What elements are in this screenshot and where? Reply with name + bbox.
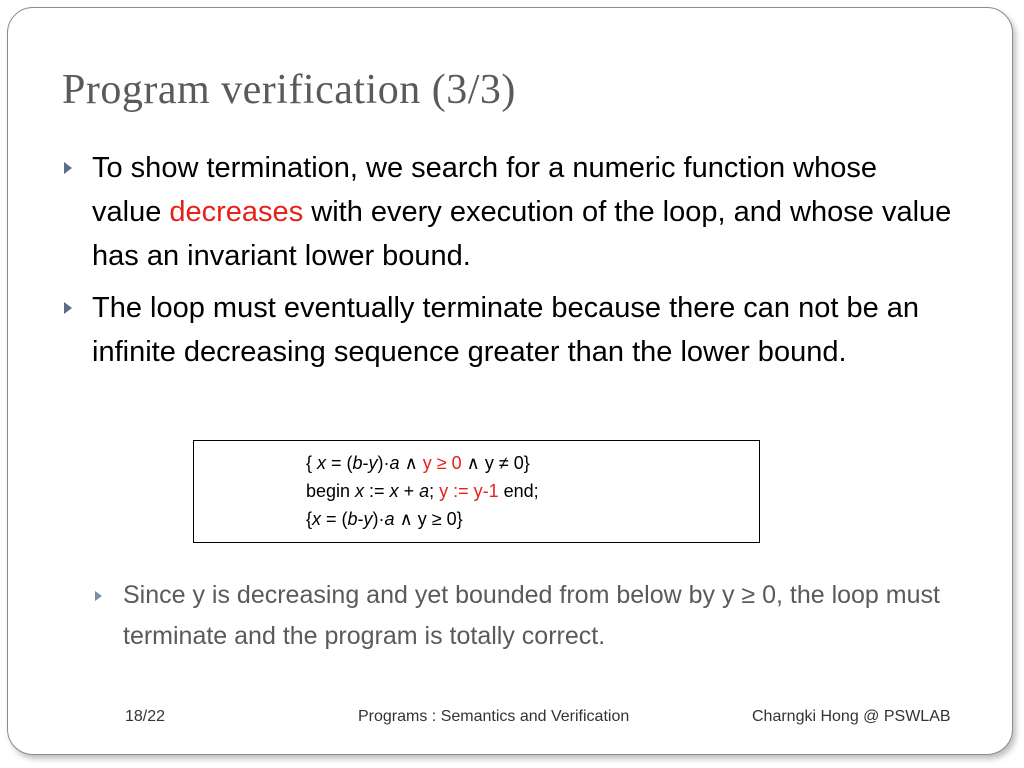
code-text: ∧ y ≥ 0} xyxy=(394,509,463,529)
code-var: y xyxy=(368,453,378,473)
bullet-text-post: with every execution of the loop, and whose value has an invariant lower bound. xyxy=(92,196,952,272)
code-var: b xyxy=(352,453,363,473)
code-text: )· xyxy=(372,509,385,529)
code-text: begin xyxy=(306,481,356,501)
code-var: b xyxy=(347,509,358,529)
code-var: a xyxy=(384,509,395,529)
code-text: - xyxy=(362,453,369,473)
code-text: ∧ y ≠ 0} xyxy=(461,453,530,473)
postcondition-line xyxy=(306,505,539,533)
bullet-item-termination xyxy=(62,146,952,278)
code-text: = ( xyxy=(321,509,348,529)
code-var: x xyxy=(389,481,399,501)
code-text: { xyxy=(306,453,318,473)
code-var: x xyxy=(312,509,322,529)
loop-body-line xyxy=(306,477,539,505)
precondition-line xyxy=(306,449,539,477)
bullet-text-pre: To show termination, we search for a numeric function whose value xyxy=(92,152,877,228)
footer-page-number: 18/22 xyxy=(125,708,166,725)
code-text: = ( xyxy=(326,453,353,473)
slide-title: Program verification (3/3) xyxy=(62,67,516,113)
footer-course-title: Programs : Semantics and Verification xyxy=(358,708,630,725)
code-text: + xyxy=(398,481,420,501)
code-text: ; xyxy=(429,481,440,501)
code-text: end; xyxy=(498,481,539,501)
bullet-arrow-icon xyxy=(64,302,72,314)
sub-bullet-item xyxy=(93,575,973,657)
footer-author: Charngki Hong @ PSWLAB xyxy=(752,708,951,725)
code-var: y xyxy=(363,509,373,529)
code-highlight: y := y-1 xyxy=(439,481,499,501)
sub-bullet-arrow-icon xyxy=(95,591,102,601)
highlight-decreases: decreases xyxy=(169,196,304,228)
bullet-text: The loop must eventually terminate because there can not be an infinite decreasing sequence greater than the lower bound. xyxy=(92,292,920,368)
code-text: ∧ xyxy=(399,453,423,473)
code-var: x xyxy=(355,481,365,501)
sub-bullet-text: Since y is decreasing and yet bounded from below by y ≥ 0, the loop must terminate and the program is totally correct. xyxy=(123,581,940,650)
code-box xyxy=(193,440,760,543)
bullet-item-loop-terminates xyxy=(62,286,952,374)
bullet-list xyxy=(62,146,952,382)
code-text: { xyxy=(306,509,313,529)
code-text: )· xyxy=(377,453,390,473)
code-lines xyxy=(306,449,539,533)
code-var: x xyxy=(317,453,327,473)
code-var: a xyxy=(419,481,430,501)
code-text: - xyxy=(357,509,364,529)
code-var: a xyxy=(389,453,400,473)
code-highlight: y ≥ 0 xyxy=(422,453,462,473)
bullet-arrow-icon xyxy=(64,162,72,174)
code-text: := xyxy=(364,481,390,501)
